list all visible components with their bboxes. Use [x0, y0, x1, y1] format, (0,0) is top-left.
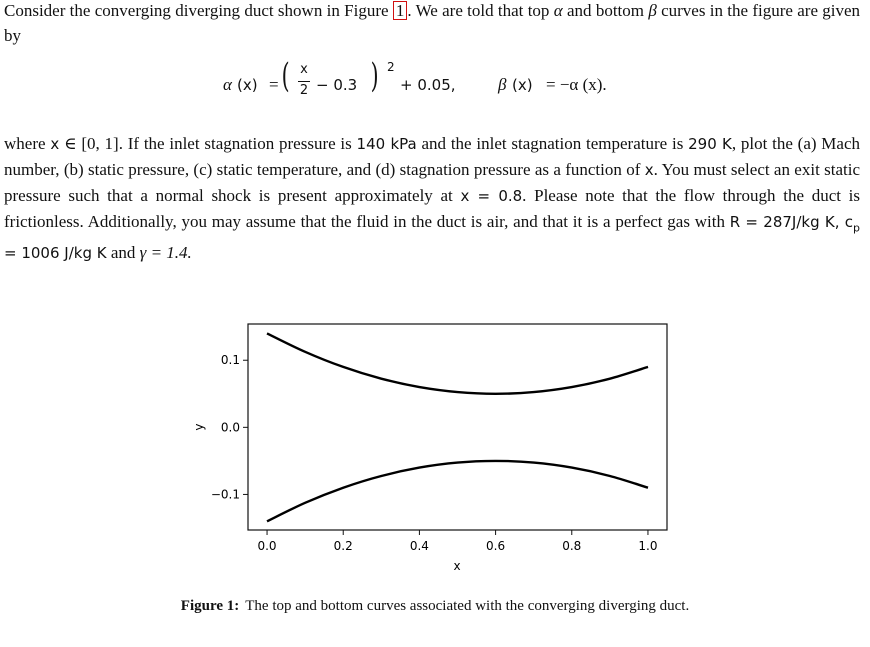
eq-alpha-lhs: α [223, 75, 232, 94]
figure-caption [0, 598, 870, 615]
body-text-4: , plot the (a) Mach number, (b) static pressure, (c) static temperature, and (d) stagnation pressure as a function of [4, 134, 861, 179]
eq-beta-rhs: = −α (x). [546, 75, 607, 94]
alpha-symbol: α [553, 1, 563, 20]
intro-text-3: and bottom [566, 1, 644, 20]
duct-chart [0, 300, 870, 600]
x-tick-label: 0.0 [257, 539, 277, 553]
gas-constant: R = 287J/kg K, c [729, 213, 854, 231]
cp-value: = 1006 J/kg K [4, 244, 107, 263]
x-axis-label: x [453, 559, 461, 573]
problem-paragraph [4, 131, 860, 266]
cp-subscript: p [853, 221, 860, 235]
x-axis-ticks [257, 530, 657, 553]
eq-exponent: 2 [387, 60, 395, 74]
x-tick-label: 0.8 [562, 539, 582, 553]
eq-frac-numerator: x [300, 62, 308, 77]
x-tick-label: 0.4 [409, 539, 429, 553]
y-axis-label: y [192, 423, 206, 431]
inlet-stagnation-pressure: 140 kPa [356, 135, 417, 153]
caption-label: Figure 1: [180, 598, 240, 614]
y-tick-label: 0.1 [220, 353, 240, 368]
duct-figure [0, 300, 870, 600]
x-tick-label: 0.2 [333, 539, 353, 553]
eq-minus-const: − 0.3 [316, 76, 358, 94]
shock-location: x = 0.8 [460, 187, 523, 205]
body-text-5: . You must select an exit static pressure such that a normal shock is present approximately at [4, 160, 861, 205]
intro-text-4: curves in the figure are given by [4, 1, 861, 45]
intro-paragraph [4, 0, 860, 48]
y-tick-label: 0.0 [220, 420, 240, 435]
x-tick-label: 1.0 [638, 539, 658, 553]
eq-plus-const: + 0.05, [400, 76, 456, 94]
eq-frac-denominator: 2 [299, 83, 309, 98]
eq-left-paren: ( [281, 56, 290, 96]
eq-beta-lhs: β [498, 75, 507, 94]
caption-text: The top and bottom curves associated with the converging diverging duct. [245, 598, 690, 614]
body-text-1: where [4, 134, 46, 153]
figure-reference-number: 1 [395, 1, 405, 20]
figure-reference-link[interactable] [393, 1, 408, 20]
eq-beta-arg: (x) [512, 76, 533, 94]
x-tick-label: 0.6 [486, 539, 506, 553]
eq-alpha-arg: (x) [237, 76, 258, 94]
body-text-2: ∈ [0, 1]. If the inlet stagnation pressure is [63, 134, 352, 153]
intro-text-2: . We are told that top [407, 1, 550, 20]
intro-text-1: Consider the converging diverging duct shown in Figure [4, 1, 389, 20]
eq-equals: = [269, 75, 279, 94]
body-text-7: and [110, 243, 136, 263]
curve-equation [0, 56, 870, 106]
beta-symbol: β [648, 1, 657, 20]
inlet-stagnation-temperature: 290 K [688, 135, 732, 153]
body-var-x-2: x [644, 161, 654, 179]
eq-frac-bar [298, 81, 310, 82]
y-tick-label: −0.1 [210, 487, 240, 502]
y-axis-ticks [211, 353, 248, 501]
gamma-value: γ = 1.4. [139, 243, 192, 263]
body-text-3: and the inlet stagnation temperature is [421, 134, 684, 153]
eq-right-paren: ) [370, 56, 379, 96]
body-text-6: . Please note that the flow through the duct is frictionless. Additionally, you may assume that the fluid in the duct is air, and that it is a perfect gas with [4, 186, 861, 231]
body-var-x: x [50, 135, 60, 153]
